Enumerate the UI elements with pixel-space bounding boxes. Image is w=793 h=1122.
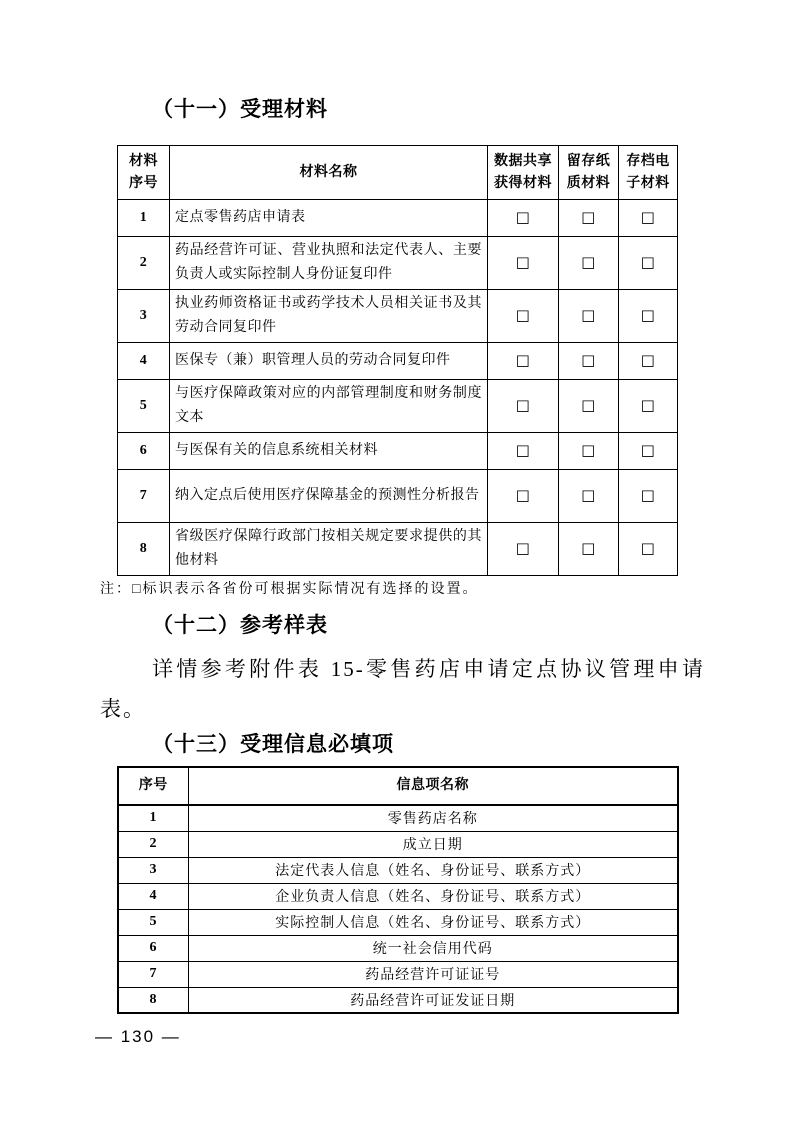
page-number: — 130 —: [95, 1027, 181, 1046]
item-no: 3: [118, 857, 188, 883]
item-no: 6: [118, 935, 188, 961]
table-row: [118, 433, 678, 470]
share-checkbox-cell: [488, 290, 559, 343]
header-data-share-line1: 数据共享: [494, 153, 552, 169]
checkbox-icon: □: [515, 207, 531, 226]
archive-checkbox-cell: [619, 433, 678, 470]
header-material-no-line2: 序号: [129, 175, 158, 191]
material-name: 执业药师资格证书或药学技术人员相关证书及其劳动合同复印件: [170, 290, 488, 343]
header-material-name: 材料名称: [170, 146, 488, 200]
material-no: 2: [118, 237, 170, 290]
item-name: 成立日期: [188, 831, 678, 857]
checkbox-icon: □: [581, 440, 596, 459]
header-e-archive: [619, 146, 678, 200]
checkbox-icon: □: [581, 538, 596, 557]
table-row: [118, 380, 678, 433]
share-checkbox-cell: [488, 343, 559, 380]
header-data-share-line2: 获得材料: [494, 175, 552, 191]
table-row: [118, 857, 678, 883]
header-paper-copy: [559, 146, 619, 200]
table-row: [118, 200, 678, 237]
section-11-heading: （十一）受理材料: [152, 97, 328, 121]
share-checkbox-cell: [488, 237, 559, 290]
table-row: [118, 987, 678, 1013]
material-no: 8: [118, 523, 170, 576]
share-checkbox-cell: [488, 380, 559, 433]
material-name: 与医疗保障政策对应的内部管理制度和财务制度文本: [170, 380, 488, 433]
material-name: 定点零售药店申请表: [170, 200, 488, 237]
archive-checkbox-cell: [619, 237, 678, 290]
checkbox-icon: □: [515, 538, 531, 557]
item-no: 7: [118, 961, 188, 987]
checkbox-icon: □: [640, 305, 656, 324]
checkbox-icon: □: [515, 252, 531, 271]
header-material-no: [118, 146, 170, 200]
checkbox-icon: □: [581, 395, 596, 414]
archive-checkbox-cell: [619, 470, 678, 523]
archive-checkbox-cell: [619, 200, 678, 237]
material-no: 4: [118, 343, 170, 380]
material-no: 5: [118, 380, 170, 433]
header-data-share: [488, 146, 559, 200]
paper-checkbox-cell: [559, 237, 619, 290]
share-checkbox-cell: [488, 433, 559, 470]
item-name: 药品经营许可证发证日期: [188, 987, 678, 1013]
checkbox-icon: □: [515, 350, 531, 369]
material-name: 与医保有关的信息系统相关材料: [170, 433, 488, 470]
checkbox-icon: □: [581, 485, 596, 504]
header-e-archive-line1: 存档电: [626, 153, 670, 169]
table-row: [118, 290, 678, 343]
material-no: 6: [118, 433, 170, 470]
item-name: 企业负责人信息（姓名、身份证号、联系方式）: [188, 883, 678, 909]
table-row: [118, 961, 678, 987]
checkbox-icon: □: [640, 252, 656, 271]
section-12-heading: （十二）参考样表: [152, 613, 328, 637]
item-name: 实际控制人信息（姓名、身份证号、联系方式）: [188, 909, 678, 935]
paper-checkbox-cell: [559, 470, 619, 523]
share-checkbox-cell: [488, 470, 559, 523]
item-name: 法定代表人信息（姓名、身份证号、联系方式）: [188, 857, 678, 883]
checkbox-icon: □: [581, 207, 596, 226]
paper-checkbox-cell: [559, 200, 619, 237]
table-row: [118, 237, 678, 290]
archive-checkbox-cell: [619, 380, 678, 433]
checkbox-icon: □: [640, 538, 656, 557]
checkbox-icon: □: [515, 395, 531, 414]
material-no: 1: [118, 200, 170, 237]
checkbox-icon: □: [515, 440, 531, 459]
archive-checkbox-cell: [619, 523, 678, 576]
item-no: 2: [118, 831, 188, 857]
paper-checkbox-cell: [559, 523, 619, 576]
paper-checkbox-cell: [559, 343, 619, 380]
header-item-name: 信息项名称: [188, 767, 678, 805]
header-item-no: 序号: [118, 767, 188, 805]
checkbox-icon: □: [640, 350, 656, 369]
materials-table: [117, 145, 678, 576]
checkbox-icon: □: [640, 440, 656, 459]
paper-checkbox-cell: [559, 433, 619, 470]
checkbox-icon: □: [640, 207, 656, 226]
material-name: 药品经营许可证、营业执照和法定代表人、主要负责人或实际控制人身份证复印件: [170, 237, 488, 290]
share-checkbox-cell: [488, 200, 559, 237]
item-name: 统一社会信用代码: [188, 935, 678, 961]
archive-checkbox-cell: [619, 343, 678, 380]
table-row: [118, 343, 678, 380]
table-row: [118, 523, 678, 576]
table-note: 注：□标识表示各省份可根据实际情况有选择的设置。: [100, 582, 479, 597]
item-no: 8: [118, 987, 188, 1013]
materials-header-row: [118, 146, 678, 200]
item-no: 5: [118, 909, 188, 935]
section-13-heading: （十三）受理信息必填项: [152, 732, 394, 756]
section-12-paragraph: 详情参考附件表 15-零售药店申请定点协议管理申请表。: [100, 657, 705, 721]
archive-checkbox-cell: [619, 290, 678, 343]
checkbox-icon: □: [515, 485, 531, 504]
material-name: 医保专（兼）职管理人员的劳动合同复印件: [170, 343, 488, 380]
checkbox-icon: □: [515, 305, 531, 324]
item-no: 1: [118, 805, 188, 831]
checkbox-icon: □: [581, 305, 596, 324]
checkbox-icon: □: [640, 485, 656, 504]
checkbox-icon: □: [581, 350, 596, 369]
header-paper-copy-line1: 留存纸: [566, 153, 611, 169]
header-material-no-line1: 材料: [129, 153, 158, 169]
share-checkbox-cell: [488, 523, 559, 576]
table-row: [118, 883, 678, 909]
table-row: [118, 805, 678, 831]
material-name: 纳入定点后使用医疗保障基金的预测性分析报告: [170, 470, 488, 523]
info-items-header-row: [118, 767, 678, 805]
material-no: 3: [118, 290, 170, 343]
table-row: [118, 831, 678, 857]
table-row: [118, 909, 678, 935]
checkbox-icon: □: [640, 395, 656, 414]
table-row: [118, 935, 678, 961]
item-no: 4: [118, 883, 188, 909]
header-paper-copy-line2: 质材料: [566, 175, 611, 191]
item-name: 零售药店名称: [188, 805, 678, 831]
table-row: [118, 470, 678, 523]
material-name: 省级医疗保障行政部门按相关规定要求提供的其他材料: [170, 523, 488, 576]
checkbox-icon: □: [581, 252, 596, 271]
material-no: 7: [118, 470, 170, 523]
item-name: 药品经营许可证证号: [188, 961, 678, 987]
paper-checkbox-cell: [559, 290, 619, 343]
info-items-table: [117, 766, 679, 1014]
paper-checkbox-cell: [559, 380, 619, 433]
header-e-archive-line2: 子材料: [626, 175, 670, 191]
